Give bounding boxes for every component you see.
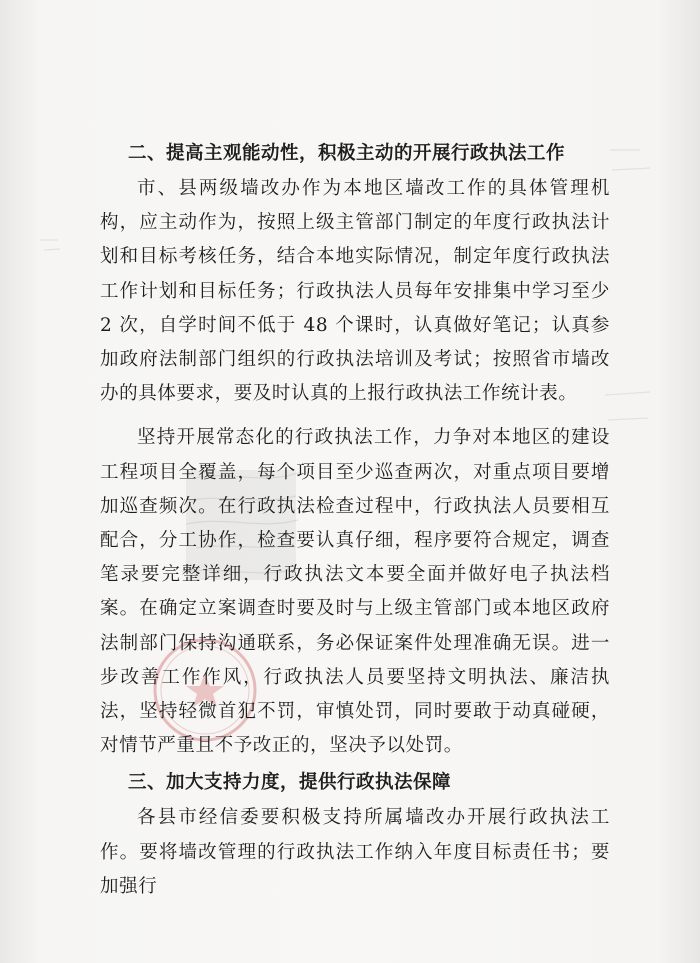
document-body [100,136,610,904]
section-2-heading: 二、提高主观能动性，积极主动的开展行政执法工作 [128,143,566,164]
section-3-paragraph-1: 各县市经信委要积极支持所属墙改办开展行政执法工作。要将墙改管理的行政执法工作纳入年度目标责任书；要加强行 [100,807,610,897]
section-3-heading: 三、加大支持力度，提供行政执法保障 [128,772,452,794]
section-2-paragraph-2: 坚持开展常态化的行政执法工作，力争对本地区的建设工程项目全覆盖，每个项目至少巡查两次，对重点项目要增加巡查频次。在行政执法检查过程中，行政执法人员要相互配合，分工协作，检查要认真仔细，程序要符合规定，调查笔录要完整详细，行政执法文本要全面并做好电子执法档案。在确定立案调查时要及时与上级主管部门或本地区政府法制部门保持沟通联系，务必保证案件处理准确无误。进一步改善工作作风，行政执法人员要坚持文明执法、廉洁执法，坚持轻微首犯不罚，审慎处罚，同时要敢于动真碰硬，对情节严重且不予改正的，坚决予以处罚。 [100,427,610,757]
section-2-paragraph-1: 市、县两级墙改办作为本地区墙改工作的具体管理机构，应主动作为，按照上级主管部门制定的年度行政执法计划和目标考核任务，结合本地实际情况，制定年度行政执法工作计划和目标任务；行政执法人员每年安排集中学习至少 2 次，自学时间不低于 48 个课时，认真做好笔记；认真参加政府法制部门组织的行政执法培训及考试；按照省市墙改办的具体要求，要及时认真的上报行政执法工作统计表。 [100,178,610,405]
